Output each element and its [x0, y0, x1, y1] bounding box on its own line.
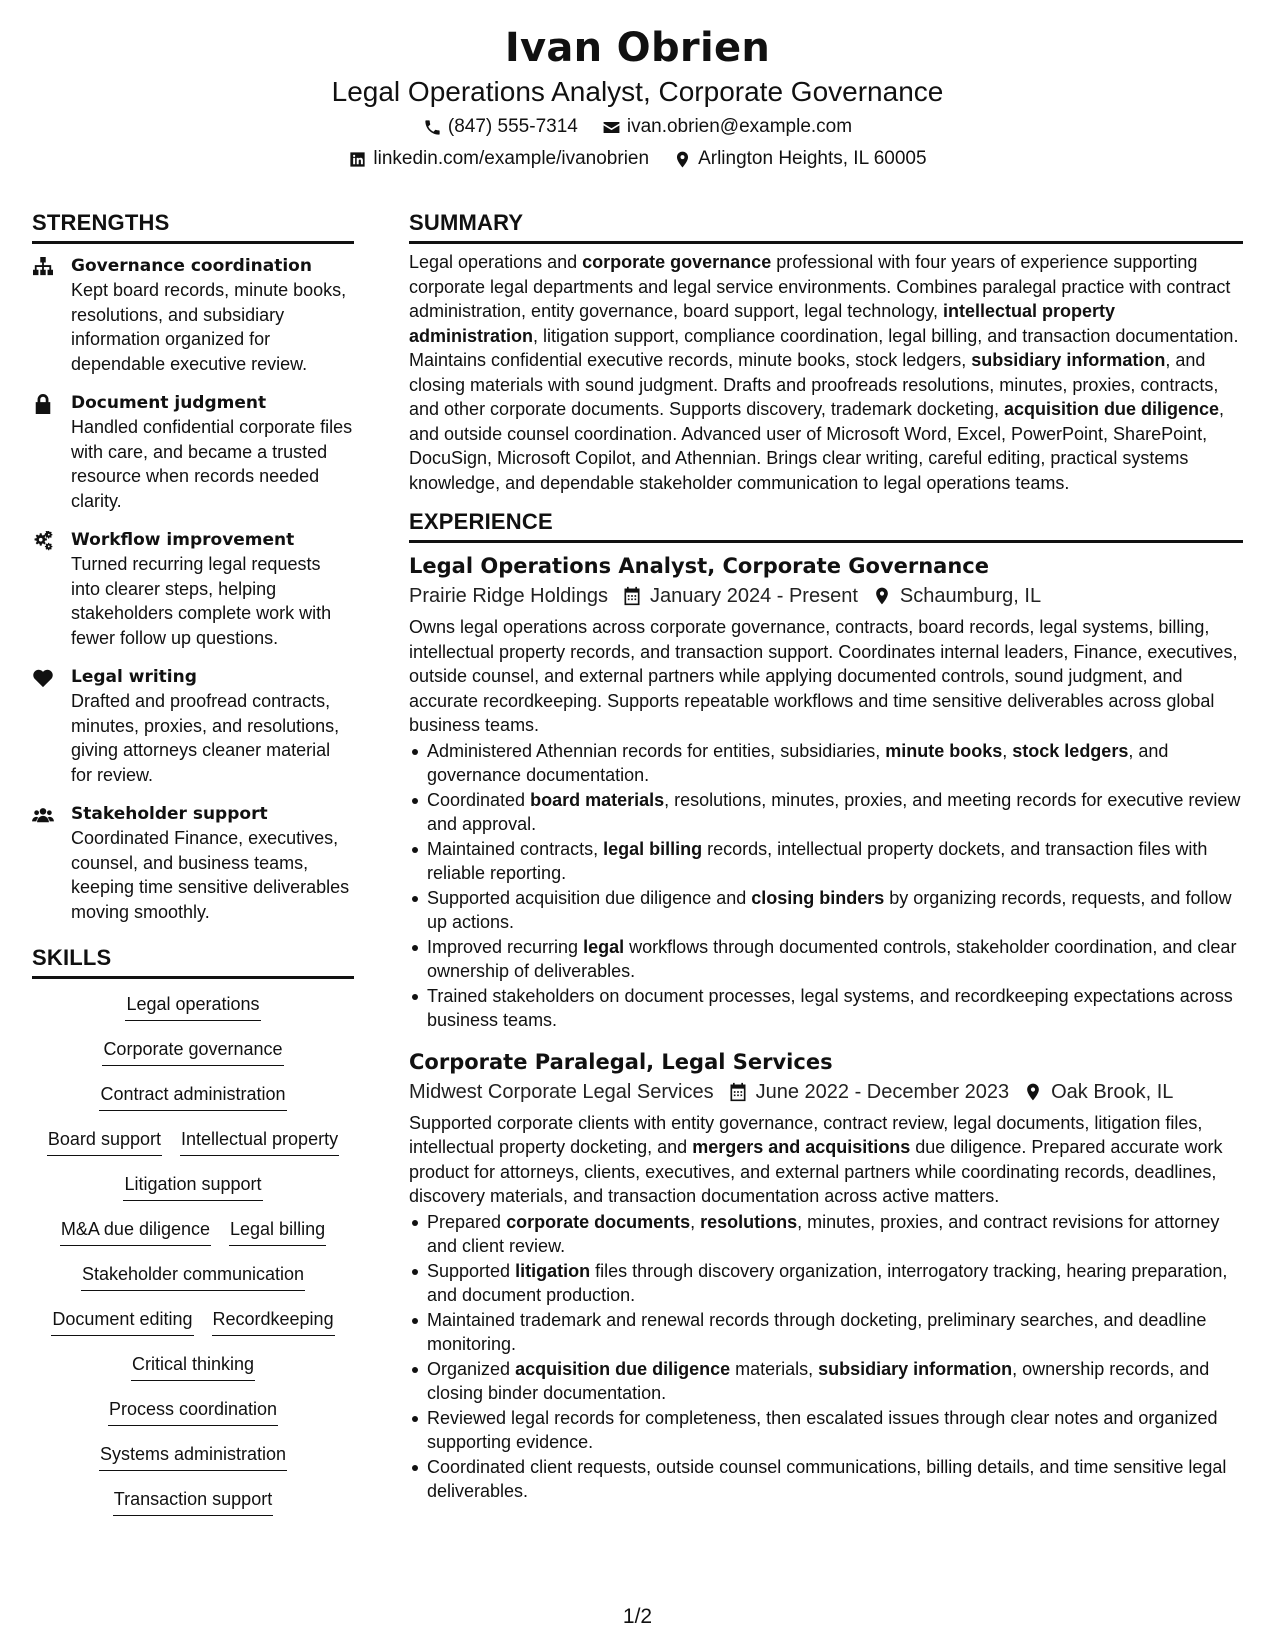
skill-tag: Stakeholder communication: [81, 1261, 305, 1291]
skill-tag: Intellectual property: [180, 1126, 339, 1156]
job-bullet: Trained stakeholders on document processes, legal systems, and recordkeeping expectations across business teams.: [409, 984, 1243, 1033]
map-pin-icon: [1023, 1082, 1043, 1102]
strength-title: Stakeholder support: [71, 804, 268, 824]
strengths-list: [32, 254, 354, 924]
strength-item: [32, 802, 354, 924]
linkedin-contact[interactable]: [348, 145, 649, 173]
location-text: Arlington Heights, IL 60005: [698, 148, 927, 169]
strength-item: [32, 665, 354, 787]
job-meta: [409, 581, 1243, 611]
email-text: ivan.obrien@example.com: [626, 116, 853, 137]
phone-icon: [423, 118, 442, 137]
strength-title: Document judgment: [71, 393, 267, 413]
strength-item: [32, 528, 354, 650]
job-bullet: Supported acquisition due diligence and closing binders by organizing records, requests, and follow up actions.: [409, 886, 1243, 935]
job-company: Midwest Corporate Legal Services: [409, 1080, 714, 1103]
map-pin-icon: [872, 586, 892, 606]
phone-contact[interactable]: [423, 113, 578, 141]
candidate-name: Ivan Obrien: [504, 25, 771, 71]
skill-tag: Process coordination: [108, 1396, 278, 1426]
lock-icon: [32, 394, 54, 414]
job-description: Supported corporate clients with entity governance, contract review, legal documents, litigation files, intellectual property docketing, and mergers and acquisitions due diligence. Prepared accurate work product for attorneys, clients, executives, and external partners while coordinating records, deadlines, discovery materials, and transaction documentation across active matters.: [409, 1112, 1223, 1206]
skill-row: [51, 1306, 334, 1351]
map-pin-icon: [673, 150, 692, 169]
job-bullets: [409, 1210, 1243, 1504]
skill-row: [47, 1126, 339, 1171]
linkedin-icon: [348, 150, 367, 169]
skill-row: [99, 1441, 287, 1486]
job-bullet: Coordinated board materials, resolutions, minutes, proxies, and meeting records for executive review and approval.: [409, 788, 1243, 837]
summary-paragraph: Legal operations and corporate governance professional with four years of experience supporting corporate legal departments and legal service environments. Combines paralegal practice with contract administration, entity governance, board support, legal technology, intellectual property administration, litigation support, compliance coordination, legal billing, and transaction documentation. Maintains confidential executive records, minute books, stock ledgers, subsidiary information, and closing materials with sound judgment. Drafts and proofreads resolutions, minutes, proxies, contracts, and other corporate documents. Supports discovery, trademark docketing, acquisition due diligence, and outside counsel coordination. Advanced user of Microsoft Word, Excel, PowerPoint, SharePoint, DocuSign, Microsoft Copilot, and Athennian. Brings clear writing, careful editing, practical systems knowledge, and dependable stakeholder communication to legal operations teams.: [409, 252, 1239, 493]
skill-row: [123, 1171, 262, 1216]
strength-title: Governance coordination: [71, 256, 312, 276]
strength-desc: Drafted and proofread contracts, minutes, proxies, and resolutions, giving attorneys cleaner material for review.: [71, 691, 340, 785]
skill-tag: Transaction support: [113, 1486, 273, 1516]
skill-tag: Corporate governance: [102, 1036, 283, 1066]
skill-tag: Litigation support: [123, 1171, 262, 1201]
job-bullet: Supported litigation files through discovery organization, interrogatory tracking, hearing preparation, and document production.: [409, 1259, 1243, 1308]
strength-item: [32, 391, 354, 513]
strengths-heading: STRENGTHS: [32, 208, 354, 244]
job-entry: [409, 1047, 1243, 1504]
calendar-icon: [622, 586, 642, 606]
skill-tag: Legal operations: [125, 991, 260, 1021]
job-bullet: Improved recurring legal workflows through documented controls, stakeholder coordination, and clear ownership of deliverables.: [409, 935, 1243, 984]
candidate-headline: Legal Operations Analyst, Corporate Governance: [331, 76, 944, 107]
skill-row: [131, 1351, 255, 1396]
skill-tag: Contract administration: [99, 1081, 286, 1111]
skills-heading: SKILLS: [32, 943, 354, 979]
envelope-icon: [602, 118, 621, 137]
left-column: [32, 208, 354, 1531]
phone-text: (847) 555-7314: [447, 116, 578, 137]
job-entry: [409, 551, 1243, 1033]
strength-desc: Turned recurring legal requests into clearer steps, helping stakeholders complete work with fewer follow up questions.: [71, 554, 332, 648]
right-column: [409, 208, 1243, 1504]
job-location: Schaumburg, IL: [899, 585, 1042, 607]
strength-desc: Handled confidential corporate files with care, and became a trusted resource when records needed clarity.: [71, 417, 353, 511]
skill-tag: Recordkeeping: [212, 1306, 335, 1336]
job-title: Legal Operations Analyst, Corporate Governance: [409, 554, 989, 578]
job-bullet: Prepared corporate documents, resolutions, minutes, proxies, and contract revisions for attorney and client review.: [409, 1210, 1243, 1259]
page-number: 1/2: [622, 1605, 653, 1628]
users-icon: [32, 805, 54, 825]
job-meta: [409, 1077, 1243, 1107]
skill-row: [102, 1036, 283, 1081]
gears-icon: [32, 531, 54, 551]
job-description: Owns legal operations across corporate governance, contracts, board records, legal systems, billing, intellectual property records, and transaction support. Coordinates internal leaders, Finance, executives, outside counsel, and external partners while applying documented controls, sound judgment, and accurate recordkeeping. Supports repeatable workflows and time sensitive deliverables across global business teams.: [409, 617, 1238, 735]
job-bullet: Reviewed legal records for completeness, then escalated issues through clear notes and organized supporting evidence.: [409, 1406, 1243, 1455]
strength-title: Workflow improvement: [71, 530, 295, 550]
strength-desc: Coordinated Finance, executives, counsel, and business teams, keeping time sensitive deliverables moving smoothly.: [71, 828, 350, 922]
heart-icon: [32, 668, 54, 688]
skill-tag: Legal billing: [229, 1216, 326, 1246]
skill-tag: Board support: [47, 1126, 162, 1156]
email-contact[interactable]: [602, 113, 852, 141]
job-location: Oak Brook, IL: [1051, 1080, 1174, 1103]
skill-row: [99, 1081, 286, 1126]
skill-tag: Systems administration: [99, 1441, 287, 1471]
job-bullet: Organized acquisition due diligence materials, subsidiary information, ownership records, and closing binder documentation.: [409, 1357, 1243, 1406]
skill-row: [81, 1261, 305, 1306]
job-bullet: Coordinated client requests, outside counsel communications, billing details, and time sensitive legal deliverables.: [409, 1455, 1243, 1504]
skill-tag: M&A due diligence: [60, 1216, 211, 1246]
job-title: Corporate Paralegal, Legal Services: [409, 1049, 833, 1074]
strength-item: [32, 254, 354, 376]
calendar-icon: [728, 1082, 748, 1102]
job-dates: January 2024 - Present: [649, 585, 858, 607]
skill-tag: Document editing: [51, 1306, 193, 1336]
job-company: Prairie Ridge Holdings: [409, 585, 608, 607]
org-chart-icon: [32, 257, 54, 277]
strength-desc: Kept board records, minute books, resolutions, and subsidiary information organized for dependable executive review.: [71, 280, 347, 374]
resume-header: [0, 22, 1275, 173]
skill-row: [113, 1486, 273, 1531]
skills-list: [32, 991, 354, 1531]
contact-row-2: [0, 145, 1275, 173]
job-bullet: Administered Athennian records for entities, subsidiaries, minute books, stock ledgers, and governance documentation.: [409, 739, 1243, 788]
summary-heading: SUMMARY: [409, 208, 1243, 244]
linkedin-text: linkedin.com/example/ivanobrien: [373, 148, 650, 169]
skill-tag: Critical thinking: [131, 1351, 255, 1381]
strength-title: Legal writing: [71, 667, 197, 687]
location-contact: [673, 145, 927, 173]
contact-row-1: [0, 113, 1275, 141]
skill-row: [108, 1396, 278, 1441]
experience-heading: EXPERIENCE: [409, 507, 1243, 543]
job-dates: June 2022 - December 2023: [755, 1080, 1010, 1103]
skill-row: [125, 991, 260, 1036]
job-bullet: Maintained contracts, legal billing records, intellectual property dockets, and transaction files with reliable reporting.: [409, 837, 1243, 886]
skill-row: [60, 1216, 326, 1261]
job-bullet: Maintained trademark and renewal records through docketing, preliminary searches, and deadline monitoring.: [409, 1308, 1243, 1357]
job-bullets: [409, 739, 1243, 1033]
